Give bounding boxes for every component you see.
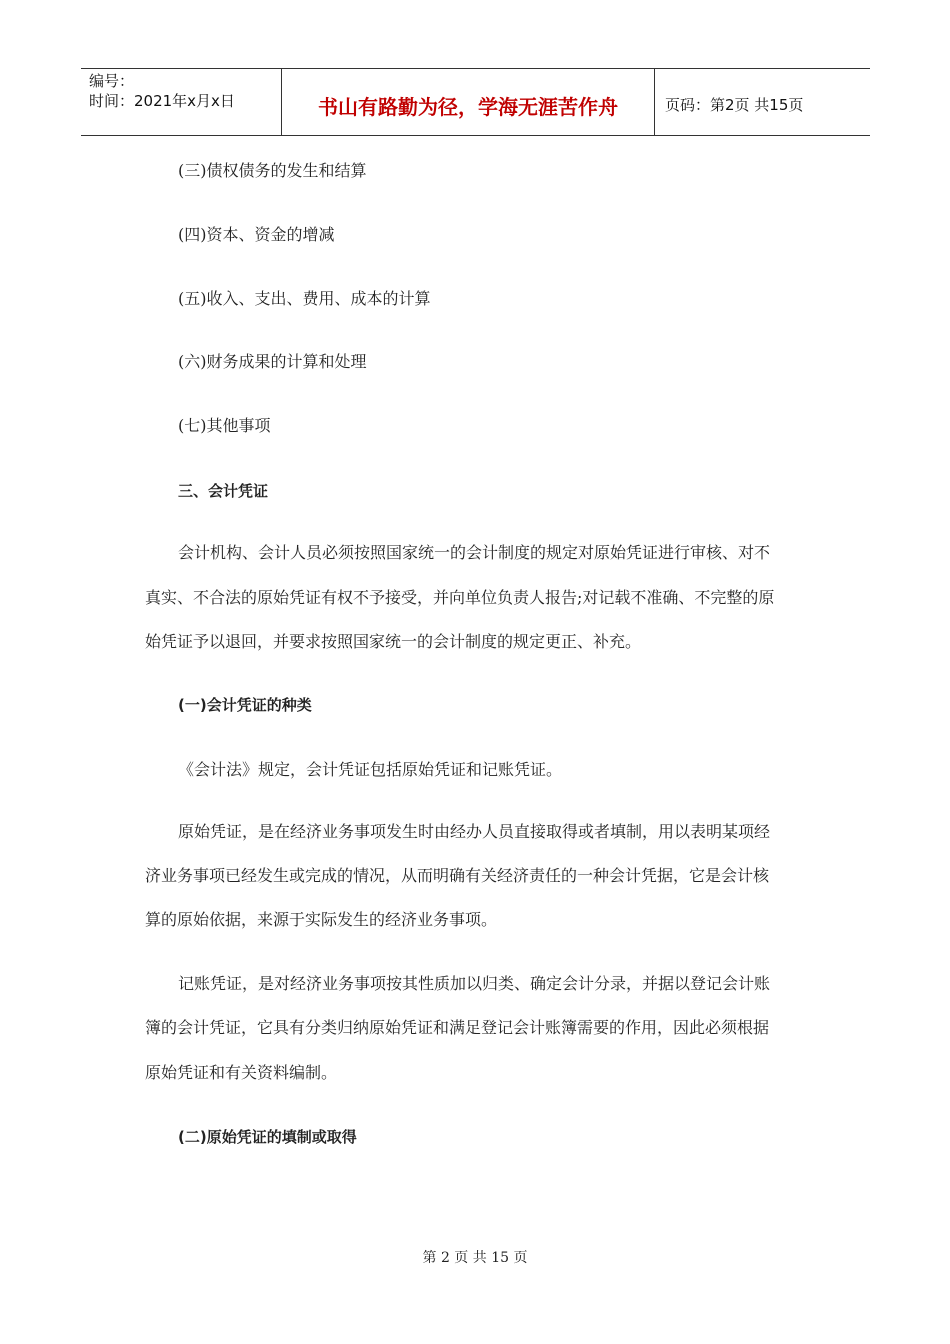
list-item: (四)资本、资金的增减 (178, 225, 335, 244)
paragraph-line: 始凭证予以退回，并要求按照国家统一的会计制度的规定更正、补充。 (145, 632, 642, 651)
paragraph-line: 记账凭证，是对经济业务事项按其性质加以归类、确定会计分录，并据以登记会计账 (178, 974, 771, 993)
paragraph-line: 济业务事项已经发生或完成的情况，从而明确有关经济责任的一种会计凭据，它是会计核 (145, 866, 770, 885)
section-title: 三、会计凭证 (178, 482, 269, 500)
paragraph-line: 原始凭证和有关资料编制。 (145, 1063, 338, 1082)
paragraph-line: 真实、不合法的原始凭证有权不予接受，并向单位负责人报告;对记载不准确、不完整的原 (145, 588, 775, 607)
paragraph-line: 算的原始依据，来源于实际发生的经济业务事项。 (145, 910, 498, 929)
paragraph-line: 原始凭证，是在经济业务事项发生时由经办人员直接取得或者填制，用以表明某项经 (178, 822, 771, 841)
paragraph-line: 簿的会计凭证，它具有分类归纳原始凭证和满足登记会计账簿需要的作用，因此必须根据 (145, 1018, 770, 1037)
paragraph-line: 会计机构、会计人员必须按照国家统一的会计制度的规定对原始凭证进行审核、对不 (178, 543, 771, 562)
header-meta-cell (81, 69, 282, 135)
paragraph-line: 《会计法》规定，会计凭证包括原始凭证和记账凭证。 (178, 760, 563, 779)
document-header (81, 68, 870, 136)
time-label: 时间：2021年x月x日 (89, 92, 235, 110)
number-label: 编号： (89, 72, 135, 90)
list-item: (六)财务成果的计算和处理 (178, 352, 367, 371)
subsection-title: (一)会计凭证的种类 (178, 696, 312, 714)
subsection-title: (二)原始凭证的填制或取得 (178, 1128, 357, 1146)
list-item: (三)债权债务的发生和结算 (178, 161, 367, 180)
list-item: (七)其他事项 (178, 416, 271, 435)
list-item: (五)收入、支出、费用、成本的计算 (178, 289, 431, 308)
header-slogan: 书山有路勤为径，学海无涯苦作舟 (282, 69, 655, 135)
page-footer: 第 2 页 共 15 页 (422, 1250, 528, 1266)
header-page-info: 页码：第2页 共15页 (665, 95, 804, 114)
